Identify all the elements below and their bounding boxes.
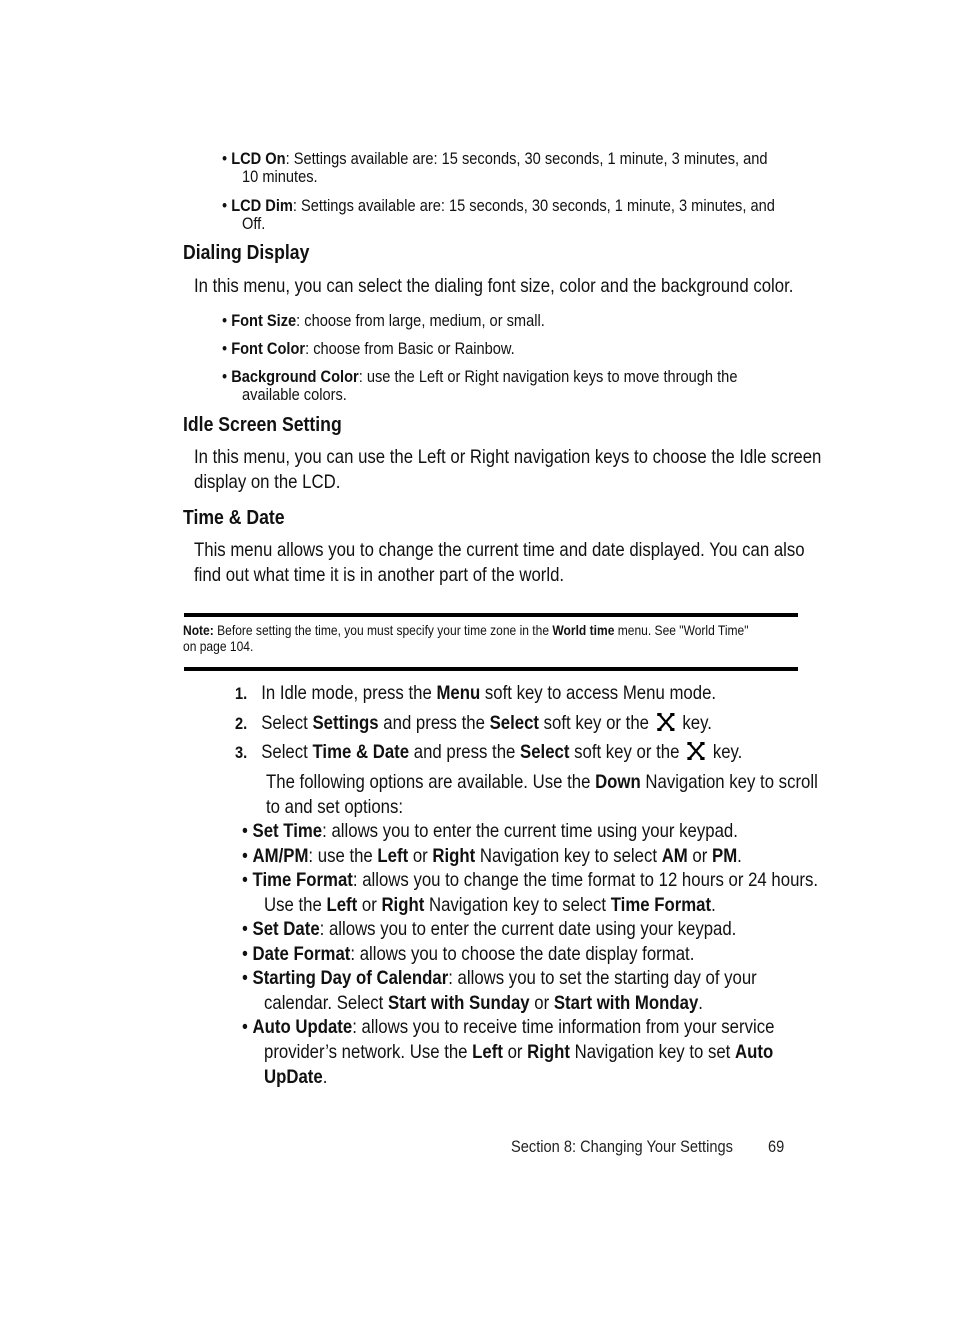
lcd-on-item: • LCD On: Settings available are: 15 seconds, 30 seconds, 1 minute, 3 minutes, and 10 minutes. (222, 149, 768, 186)
step-1: 1. In Idle mode, press the Menu soft key to access Menu mode. (235, 682, 717, 704)
nav-select-key-icon (687, 741, 706, 761)
font-color-item: • Font Color: choose from Basic or Rainbow. (222, 339, 515, 358)
background-color-item: • Background Color: use the Left or Right navigation keys to move through the available colors. (222, 367, 738, 404)
idle-screen-text: In this menu, you can use the Left or Right navigation keys to choose the Idle screen display on the LCD. (194, 446, 822, 493)
step-3: 3. Select Time & Date and press the Select soft key or the key. (235, 741, 743, 763)
options-intro: The following options are available. Use the Down Navigation key to scroll to and set options: (266, 771, 818, 818)
lcd-dim-term: LCD Dim (231, 196, 293, 215)
time-date-heading: Time & Date (183, 506, 285, 529)
dialing-display-heading: Dialing Display (183, 241, 310, 264)
footer-section: Section 8: Changing Your Settings (511, 1137, 733, 1156)
option-ampm: • AM/PM: use the Left or Right Navigation key to select AM or PM. (242, 845, 742, 867)
lcd-dim-item: • LCD Dim: Settings available are: 15 seconds, 30 seconds, 1 minute, 3 minutes, and Off. (222, 196, 775, 233)
time-date-text: This menu allows you to change the current time and date displayed. You can also find out what time it is in another part of the world. (194, 539, 805, 586)
option-set-time: • Set Time: allows you to enter the current time using your keypad. (242, 820, 738, 842)
option-date-format: • Date Format: allows you to choose the date display format. (242, 943, 695, 965)
font-size-item: • Font Size: choose from large, medium, or small. (222, 311, 545, 330)
nav-select-key-icon (656, 712, 675, 732)
option-time-format: • Time Format: allows you to change the time format to 12 hours or 24 hours. Use the Left or Right Navigation key to select Time Format. (242, 869, 819, 916)
note-bottom-rule (184, 667, 798, 671)
note-top-rule (184, 613, 798, 617)
note-block: Note: Before setting the time, you must specify your time zone in the World time menu. See "World Time" on page 104. (183, 622, 749, 654)
idle-screen-heading: Idle Screen Setting (183, 413, 342, 436)
page-number: 69 (768, 1137, 785, 1156)
option-set-date: • Set Date: allows you to enter the current date using your keypad. (242, 918, 737, 940)
note-label: Note: (183, 622, 214, 638)
option-starting-day: • Starting Day of Calendar: allows you to set the starting day of your calendar. Select Start with Sunday or Start with Monday. (242, 967, 757, 1014)
lcd-on-term: LCD On (231, 149, 286, 168)
step-2: 2. Select Settings and press the Select soft key or the key. (235, 712, 712, 734)
option-auto-update: • Auto Update: allows you to receive time information from your service provider’s network. Use the Left or Right Navigation key to set Auto UpDate. (242, 1016, 775, 1088)
dialing-display-intro: In this menu, you can select the dialing font size, color and the background color. (194, 275, 794, 297)
